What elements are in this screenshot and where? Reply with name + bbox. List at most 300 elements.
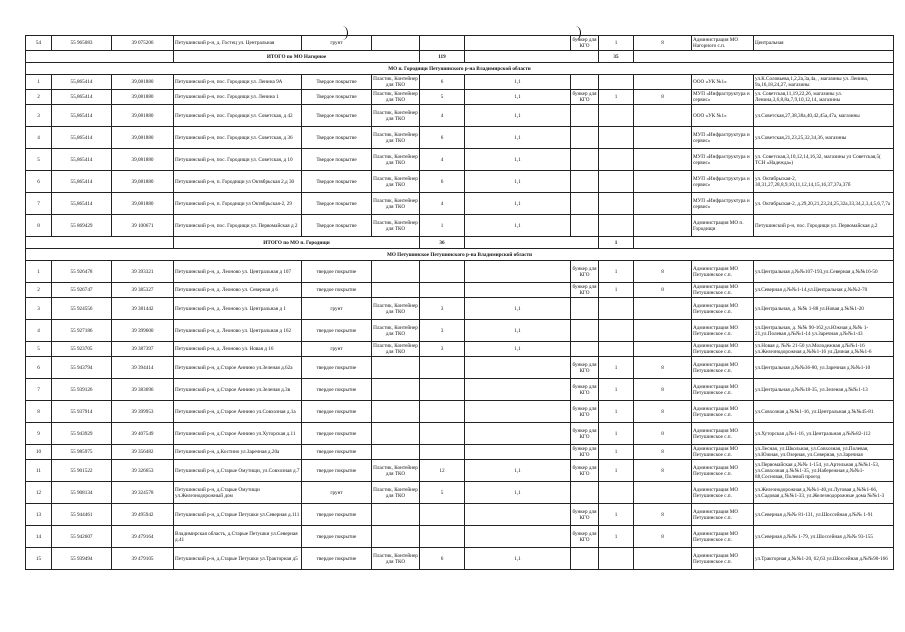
container-count-cell: 3 [420,342,465,357]
surface-cell: грунт [302,482,372,504]
container-volume-cell [465,526,571,548]
section-title: МО Петушинское Петушинского р-на Владимирской области [26,249,894,261]
latitude-cell: 55,865414 [52,90,112,105]
container-count-cell: 4 [420,149,465,171]
address-cell: Петушинский р-н, д. Леоново ул. Центральная д 1 [174,298,302,320]
table-row [26,342,894,357]
surface-cell: твердое покрытие [302,357,372,379]
row-number-cell: 7 [26,193,52,215]
bulky-bin-volume-cell [634,342,692,357]
longitude-cell: 39 479164 [112,526,174,548]
bulky-bin-type-cell: бункер для КГО [572,37,597,49]
longitude-cell: 39 075206 [112,36,174,51]
longitude-cell: 39,081880 [112,171,174,193]
container-material-cell: Пластик, Контейнер для ТКО [372,193,420,215]
serviced-addresses-cell: ул.Тракторная д.№№1-20, 62,63 ул.Шоссейная д.№№90-166 [754,548,894,570]
table-row [26,193,894,215]
bulky-bin-type-cell [571,482,599,504]
longitude-cell: 39,081880 [112,90,174,105]
surface-cell: твердое покрытие [302,379,372,401]
latitude-cell: 55,865414 [52,75,112,90]
address-cell: Петушинский р-н, пос. Городищи ул. Ленина 9А [174,75,302,90]
row-number-cell: 1 [26,261,52,283]
row-number-cell: 1 [26,75,52,90]
bulky-bin-volume-cell [634,548,692,570]
surface-cell: грунт [302,342,372,357]
container-material-cell: Пластик, Контейнер для ТКО [372,127,420,149]
address-cell: Петушинский р-н, д.Старое Аннино ул.Зеленая д.3в [174,379,302,401]
total-bin-count: 35 [599,51,634,63]
latitude-cell: 55 943929 [52,423,112,445]
operator-cell: Администрация МО п. Городищи [692,215,754,237]
container-material-cell: Пластик, Контейнер для ТКО [372,320,420,342]
surface-cell: Твердое покрытие [302,215,372,237]
table-row [26,548,894,570]
bulky-bin-type-cell: бункер для КГО [571,379,599,401]
longitude-cell: 39 383696 [112,379,174,401]
longitude-cell: 39 394414 [112,357,174,379]
address-cell: Петушинский р-н, п. Городищи ул Октябрьская 2,д 30 [174,171,302,193]
operator-cell: Администрация МО Петушинское с.п. [692,423,754,445]
bulky-bin-type-cell: бункер для КГО [572,91,597,103]
section-header-row [26,249,894,261]
operator-cell: Администрация МО Петушинское с.п. [692,504,754,526]
longitude-cell: 39 407549 [112,423,174,445]
longitude-cell: 39 385327 [112,283,174,298]
container-volume-cell [465,379,571,401]
bulky-bin-volume-cell: 8 [634,261,692,283]
container-volume-cell: 1,1 [465,482,571,504]
container-count-cell: 4 [420,193,465,215]
address-cell: Петушинский р-н, д. Гостец ул. Центральная [174,36,302,51]
container-material-cell [372,36,420,51]
operator-cell: МУП «Инфраструктура и сервис» [692,90,754,105]
operator-cell: МУП «Инфраструктура и сервис» [692,171,754,193]
operator-cell: Администрация МО Петушинское с.п. [692,320,754,342]
serviced-addresses-cell: ул. Советская,11,19,22,26, магазины ул. Ленина,3,6,8,8а,7,9,10,12,14, магазины [754,90,894,105]
container-volume-cell [465,36,571,51]
container-volume-cell: 1,1 [465,215,571,237]
table-row [26,215,894,237]
bulky-bin-volume-cell: 8 [634,379,692,401]
bulky-bin-count-cell: 1 [599,423,634,445]
container-material-cell [372,283,420,298]
serviced-addresses-cell: ул.Совхозная д.№№1-16, ул.Центральная д.№№45-81 [754,401,894,423]
total-row [26,51,894,63]
surface-cell: твердое покрытие [302,526,372,548]
bulky-bin-volume-cell [634,320,692,342]
bulky-bin-count-cell [599,75,634,90]
longitude-cell: 39 399600 [112,320,174,342]
surface-cell: твердое покрытие [302,261,372,283]
operator-cell: Администрация МО Петушинское с.п. [692,342,754,357]
serviced-addresses-cell: ул.Центральная, д. №№ 90-162,ул.Южная д.№№ 1-21,ул.Полевая д.№№1-14 ул.Заречная д.№№1-43 [754,320,894,342]
bulky-bin-count-cell [599,105,634,127]
bulky-bin-volume-cell [634,149,692,171]
bulky-bin-type-cell [571,320,599,342]
container-material-cell [372,423,420,445]
operator-cell: Администрация МО Петушинское с.п. [692,261,754,283]
container-volume-cell: 1,1 [465,320,571,342]
latitude-cell: 55,865414 [52,193,112,215]
surface-cell: Твердое покрытие [302,75,372,90]
container-material-cell: Пластик, Контейнер для ТКО [372,298,420,320]
row-number-cell: 6 [26,171,52,193]
total-spacer [465,237,599,249]
bulky-bin-volume-cell [634,127,692,149]
bulky-bin-volume-cell: 8 [634,460,692,482]
bulky-bin-count-cell: 1 [599,460,634,482]
row-number-cell: 11 [26,460,52,482]
longitude-cell: 39 479105 [112,548,174,570]
container-volume-cell: 1,1 [465,105,571,127]
operator-cell: Администрация МО Петушинское с.п. [692,482,754,504]
container-material-cell [372,401,420,423]
container-material-cell: Пластик, Контейнер для ТКО [373,91,418,103]
operator-cell: Администрация МО Нагорного с.п. [692,36,754,51]
total-spacer [465,51,599,63]
row-number-cell: 3 [26,105,52,127]
latitude-cell: 55 944461 [52,504,112,526]
serviced-addresses-cell: ул.Хуторская д.№1-16, ул.Центральная д.№№82-112 [754,423,894,445]
container-material-cell: Пластик, Контейнер для ТКО [373,343,418,355]
bulky-bin-type-cell: бункер для КГО [571,261,599,283]
bulky-bin-count-cell [599,149,634,171]
row-number-cell: 2 [26,90,52,105]
total-container-count: 36 [420,237,465,249]
surface-cell: Твердое покрытие [302,90,372,105]
bulky-bin-volume-cell: 8 [634,526,692,548]
bulky-bin-volume-cell [634,105,692,127]
bulky-bin-type-cell: бункер для КГО [571,460,599,482]
bulky-bin-volume-cell: 8 [634,283,692,298]
container-material-cell: Пластик, Контейнер для ТКО [372,149,420,171]
latitude-cell: 55,865414 [52,149,112,171]
container-material-cell: Пластик, Контейнер для ТКО [372,482,420,504]
container-count-cell [420,261,465,283]
address-cell: Петушинский р-н, д.Старое Аннино ул.Хуторская д.11 [174,423,302,445]
total-spacer [634,51,894,63]
bulky-bin-count-cell [599,171,634,193]
row-number-cell: 3 [26,298,52,320]
serviced-addresses-cell: ул.Лесная, ул.Школьная, ул.Совхозная, ул.Полевая, ул.Южная, ул.Озерная, ул.Северная, ул.Заречная [754,445,894,460]
operator-cell: Администрация МО Петушинское с.п. [692,283,754,298]
container-count-cell: 12 [420,460,465,482]
table-row [26,36,894,51]
surface-cell: Твердое покрытие [302,149,372,171]
surface-cell: твердое покрытие [302,320,372,342]
latitude-cell: 55 939126 [52,379,112,401]
container-volume-cell [465,423,571,445]
bulky-bin-type-cell: бункер для КГО [571,357,599,379]
serviced-addresses-cell: ул.Первомайская д.№№ 1-154, ул.Артельная д.№№1-53, ул.Совхозная д.№№1-35, ул.Набережная д.№№1-88,Сосновая, Полевой проезд [754,460,894,482]
table-row [26,401,894,423]
container-count-cell: 4 [420,105,465,127]
bulky-bin-type-cell [571,548,599,570]
container-count-cell [420,357,465,379]
table-row [26,423,894,445]
bulky-bin-count-cell [599,193,634,215]
address-cell: Петушинский р-н, д. Леоново ул. Северная д 6 [174,283,302,298]
row-number-cell: 4 [26,320,52,342]
table-row [26,298,894,320]
container-material-cell: Пластик, Контейнер для ТКО [372,105,420,127]
total-spacer [634,237,894,249]
operator-cell: Администрация МО Петушинское с.п. [692,526,754,548]
address-cell: Петушинский р-н, пос. Городищи ул. Советская, д 42 [174,105,302,127]
surface-cell: Твердое покрытие [302,193,372,215]
bulky-bin-type-cell [571,171,599,193]
longitude-cell: 39 356482 [112,445,174,460]
table-row [26,504,894,526]
container-count-cell: 3 [420,298,465,320]
container-count-cell: 6 [420,171,465,193]
longitude-cell: 39,081880 [112,105,174,127]
serviced-addresses-cell: ул.Центральная д.№№18-35, ул.Зеленая д.№№1-13 [754,379,894,401]
total-bin-count: 1 [599,237,634,249]
bulky-bin-count-cell [599,298,634,320]
container-count-cell: 1 [420,215,465,237]
longitude-cell: 39 100671 [112,215,174,237]
longitude-cell: 39 399953 [112,401,174,423]
table-row [26,445,894,460]
operator-cell: Администрация МО Петушинское с.п. [692,460,754,482]
operator-cell: Администрация МО Петушинское с.п. [692,357,754,379]
longitude-cell: 39 381442 [112,298,174,320]
row-number-cell: 14 [26,526,52,548]
bulky-bin-volume-cell [634,75,692,90]
bulky-bin-volume-cell: 8 [634,445,692,460]
latitude-cell: 55 939494 [52,548,112,570]
total-container-count: 119 [420,51,465,63]
latitude-cell: 55 926747 [52,283,112,298]
bulky-bin-count-cell: 1 [599,357,634,379]
longitude-cell: 39,081880 [112,127,174,149]
table-row [26,460,894,482]
bulky-bin-count-cell [599,127,634,149]
surface-cell: твердое покрытие [302,460,372,482]
bulky-bin-volume-cell [634,193,692,215]
container-volume-cell [465,504,571,526]
container-count-cell [420,401,465,423]
serviced-addresses-cell: ул. Октябрьская-2, д.29,20,21,23,24,25,32а,33,34,2,3,4,5,6,7,7а [754,193,894,215]
surface-cell: твердое покрытие [302,445,372,460]
bulky-bin-count-cell: 1 [599,526,634,548]
bulky-bin-count-cell: 1 [599,36,634,51]
surface-cell: твердое покрытие [302,401,372,423]
longitude-cell: 39 393321 [112,261,174,283]
table-row [26,149,894,171]
bulky-bin-count-cell: 1 [599,261,634,283]
bulky-bin-type-cell: бункер для КГО [571,401,599,423]
row-number-cell: 4 [26,127,52,149]
table-row [26,127,894,149]
latitude-cell: 55 985975 [52,445,112,460]
container-count-cell [420,526,465,548]
bulky-bin-count-cell [599,342,634,357]
table-row [26,261,894,283]
container-material-cell [372,526,420,548]
container-material-cell [372,357,420,379]
operator-cell: ООО «УК №1» [692,75,754,90]
bulky-bin-volume-cell [634,482,692,504]
operator-cell: МУП «Инфраструктура и сервис» [692,149,754,171]
latitude-cell: 55 924556 [52,298,112,320]
container-count-cell [420,504,465,526]
operator-cell: ООО «УК №1» [692,105,754,127]
container-count-cell: 6 [420,548,465,570]
bulky-bin-count-cell: 1 [599,504,634,526]
bulky-bin-type-cell [571,215,599,237]
longitude-cell: 39 324578 [112,482,174,504]
bulky-bin-volume-cell [634,298,692,320]
serviced-addresses-cell: ул.Железнодорожная д.№№1-40,ул.Луговая д.№№1-66, ул.Садовая д.№№1-33, ул.Железнодорожные дома №№1-3 [754,482,894,504]
operator-cell: МУП «Инфраструктура и сервис» [692,127,754,149]
address-cell: Петушинский р-н, пос. Городищи ул. Советская, д 10 [174,149,302,171]
container-material-cell [372,261,420,283]
bulky-bin-volume-cell: 8 [634,401,692,423]
container-material-cell: Пластик, Контейнер для ТКО [372,460,420,482]
address-cell: Петушинский р-н, д.Старые Петушки ул.Северная д.111 [174,504,302,526]
container-count-cell [420,283,465,298]
bulky-bin-type-cell: бункер для КГО [571,504,599,526]
bulky-bin-type-cell: бункер для КГО [572,284,597,296]
longitude-cell: 39 495942 [112,504,174,526]
serviced-addresses-cell: ул.Центральная, д. №№ 1-88 ул.Новая д.№№1-20 [754,298,894,320]
address-cell: Петушинский р-н, д. Леоново ул. Новая д 16 [174,342,302,357]
bulky-bin-type-cell [571,342,599,357]
table-row [26,90,894,105]
container-material-cell [372,379,420,401]
container-volume-cell: 1,1 [465,342,571,357]
row-number-cell: 13 [26,504,52,526]
serviced-addresses-cell: ул. Советская,3,10,12,14,16,32, магазины ул Советская,5( ТСН «Надежда») [754,149,894,171]
operator-cell: Администрация МО Петушинское с.п. [692,548,754,570]
address-cell: Петушинский р-н, д.Старые Омутищи ул.Железнодорожный дом [174,482,302,504]
table-row [26,379,894,401]
surface-cell: твердое покрытие [302,423,372,445]
operator-cell: МУП «Инфраструктура и сервис» [692,193,754,215]
latitude-cell: 55 923705 [52,342,112,357]
bulky-bin-type-cell [571,149,599,171]
container-material-cell: Пластик, Контейнер для ТКО [372,548,420,570]
longitude-cell: 39,081880 [112,149,174,171]
serviced-addresses-cell: ул. Октябрьская-2, 30,31,27,28,8,9,10,11,12,14,15,16,37,37а,37б [754,171,894,193]
table-row [26,171,894,193]
row-number-cell: 2 [26,283,52,298]
latitude-cell: 55 908134 [52,482,112,504]
container-count-cell: 6 [420,75,465,90]
container-material-cell [372,445,420,460]
total-spacer [26,51,174,63]
container-volume-cell [465,357,571,379]
address-cell: Петушинский р-н, пос. Городищи ул. Первомайская д 2 [174,215,302,237]
bulky-bin-volume-cell: 8 [634,90,692,105]
total-label: ИТОГО по МО п. Городищи [174,237,420,249]
bulky-bin-volume-cell: 8 [634,36,692,51]
container-count-cell [420,379,465,401]
address-cell: Петушинский р-н, п. Городищи ул Октябрьская-2, 29 [174,193,302,215]
container-volume-cell: 1,1 [465,460,571,482]
surface-cell: Твердое покрытие [302,127,372,149]
serviced-addresses-cell: ул.Советская,21,23,25,32,34,36, магазины [754,127,894,149]
table-row [26,482,894,504]
latitude-cell: 55 943794 [52,357,112,379]
container-volume-cell: 1,1 [465,127,571,149]
row-number-cell: 9 [26,423,52,445]
table-row [26,357,894,379]
container-volume-cell [465,261,571,283]
address-cell: Петушинский р-н, д.Старые Омутищи, ул.Совхозная д.7 [174,460,302,482]
row-number-cell: 6 [26,357,52,379]
address-cell: Петушинский р-н, д.Старое Аннино ул.Совхозная д.1а [174,401,302,423]
serviced-addresses-cell: ул.К.Соловьева,1,2,2а,3а,4а, , магазины ул. Ленина, 9а,16,18,24,27, магазины [754,75,894,90]
bulky-bin-volume-cell: 8 [634,357,692,379]
latitude-cell: 55 901522 [52,460,112,482]
container-count-cell [420,36,465,51]
row-number-cell: 12 [26,482,52,504]
total-row [26,237,894,249]
bulky-bin-count-cell [599,548,634,570]
serviced-addresses-cell: ул.Центральная д.№№36-80, ул.Заречная д.№№1-10 [754,357,894,379]
bulky-bin-volume-cell: 8 [634,423,692,445]
bulky-bin-type-cell: бункер для КГО [571,526,599,548]
bulky-bin-volume-cell [634,215,692,237]
row-number-cell: 7 [26,379,52,401]
container-count-cell: 6 [420,127,465,149]
operator-cell: Администрация МО Петушинское с.п. [692,401,754,423]
bulky-bin-type-cell [571,298,599,320]
surface-cell: Твердое покрытие [302,105,372,127]
serviced-addresses-cell: ул.Новая д. №№ 21-50 ул.Молодежная д.№№1-16 ул.Железнодорожная д.№№1-16 ул.Дачная д.№№1-6 [754,342,894,357]
address-cell: Петушинский р-н, д.Костино ул.Заречная д.20а [174,445,302,460]
container-count-cell [420,423,465,445]
surface-cell: грунт [302,298,372,320]
bulky-bin-type-cell [571,127,599,149]
container-count-cell: 3 [420,320,465,342]
table-row [26,105,894,127]
latitude-cell: 55 942607 [52,526,112,548]
container-volume-cell: 1,1 [465,149,571,171]
serviced-addresses-cell: ул.Северная д.№№ 81-131, ул.Шоссейная д.№№ 1-91 [754,504,894,526]
latitude-cell: 55,865414 [52,105,112,127]
container-volume-cell: 1,1 [465,171,571,193]
total-label: ИТОГО по МО Нагорное [174,51,420,63]
container-volume-cell: 1,1 [465,193,571,215]
address-cell: Петушинский р-н, пос. Городищи ул. Ленина 1 [174,90,302,105]
serviced-addresses-cell: ул.Советская,27,38,38а,40,42,45а,47а, магазины [754,105,894,127]
table-body [26,36,894,570]
section-title: МО п. Городищи Петушинского р-на Владимирской области [26,63,894,75]
row-number-cell: 15 [26,548,52,570]
serviced-addresses-cell: ул.Центральная д.№№107-193,ул.Северная д.№№16-50 [754,261,894,283]
surface-cell: твердое покрытие [302,548,372,570]
table-row [26,283,894,298]
container-count-cell [420,445,465,460]
bulky-bin-count-cell: 1 [599,445,634,460]
bulky-bin-type-cell: бункер для КГО [572,446,597,458]
address-cell: Петушинский р-н, пос. Городищи ул. Советская, д 36 [174,127,302,149]
latitude-cell: 55 926478 [52,261,112,283]
serviced-addresses-cell: Центральная [754,36,894,51]
bulky-bin-count-cell [599,215,634,237]
longitude-cell: 39 387397 [112,342,174,357]
bulky-bin-type-cell [571,105,599,127]
container-count-cell: 5 [420,482,465,504]
container-volume-cell [465,401,571,423]
table-row [26,526,894,548]
longitude-cell: 39,081880 [112,75,174,90]
